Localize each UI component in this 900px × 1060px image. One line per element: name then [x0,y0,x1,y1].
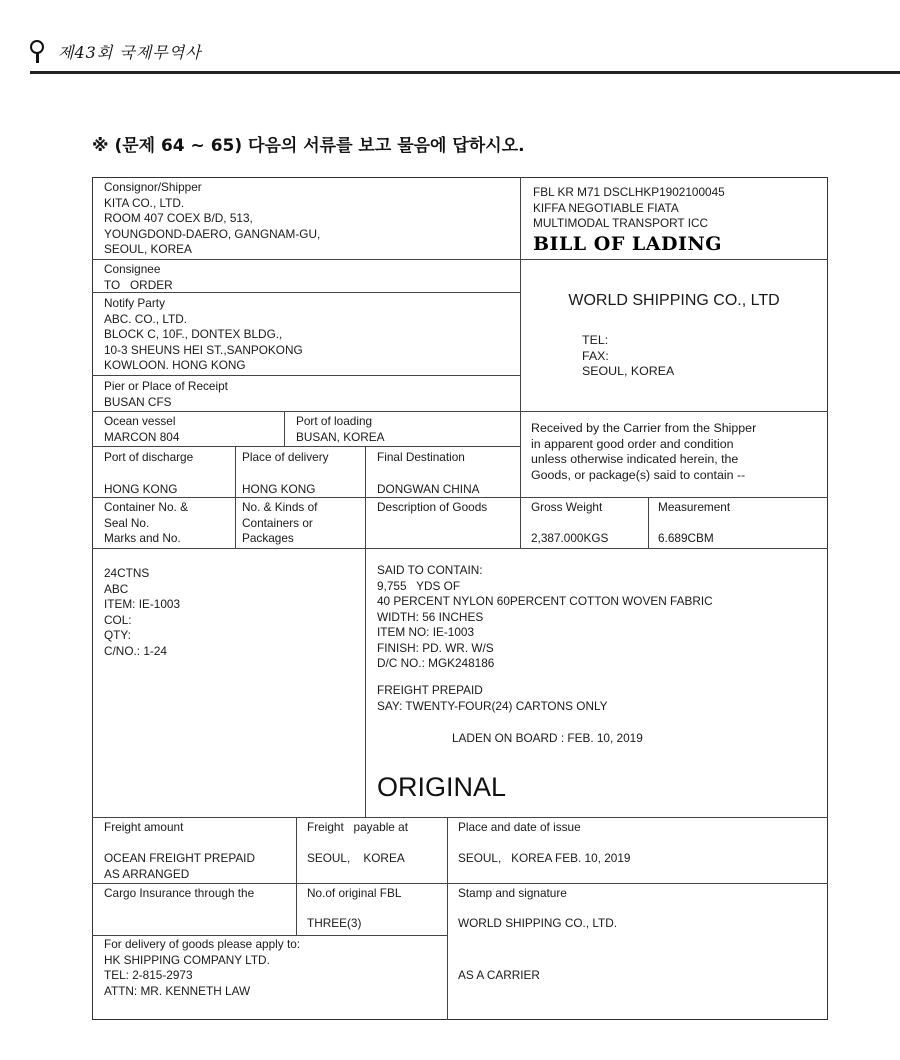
goods-line: 9,755 YDS OF [377,578,461,593]
destination-label: Final Destination [377,450,465,464]
gross-weight-header: Gross Weight [531,500,603,514]
delivery-value: HONG KONG [242,482,316,496]
shipper-line: KITA CO., LTD. [104,195,185,210]
document-title: BILL OF LADING [533,233,722,255]
header-divider [30,71,900,74]
payable-value: SEOUL, KOREA [307,851,405,865]
issue-value: SEOUL, KOREA FEB. 10, 2019 [458,851,631,865]
kinds-column-header: No. & Kinds of Containers or Packages [242,500,318,545]
shipper-line: YOUNGDOND-DAERO, GANGNAM-GU, [104,226,321,241]
vessel-label: Ocean vessel [104,414,176,428]
measurement-header: Measurement [658,500,731,514]
stamp-label: Stamp and signature [458,886,567,900]
goods-line: D/C NO.: MGK248186 [377,656,495,670]
discharge-value: HONG KONG [104,482,178,496]
goods-line: WIDTH: 56 INCHES [377,609,484,624]
doc-ref-line: MULTIMODAL TRANSPORT ICC [533,216,709,230]
receipt-label: Pier or Place of Receipt [104,379,228,393]
delivery-agent-label: For delivery of goods please apply to: [104,937,301,951]
delivery-label: Place of delivery [242,450,329,464]
rule-right-column [520,177,521,548]
rule-issue-split [447,817,448,1020]
carrier-fax: FAX: [582,348,609,363]
marks-line: ABC [104,581,129,596]
freight-amount-line: AS ARRANGED [104,866,190,881]
destination-value: DONGWAN CHINA [377,482,480,496]
rule-vessel-bottom [92,446,520,447]
shipper-line: SEOUL, KOREA [104,242,192,256]
shipper-label: Consignor/Shipper [104,180,202,194]
rule-notify-bottom [92,375,520,376]
loading-value: BUSAN, KOREA [296,429,385,444]
goods-line: FINISH: PD. WR. W/S [377,640,494,655]
location-pin-stem [36,53,39,63]
marks-line: 24CTNS [104,566,150,580]
freight-prepaid-line: FREIGHT PREPAID [377,683,483,697]
goods-line: 40 PERCENT NYLON 60PERCENT COTTON WOVEN FABRIC [377,594,713,608]
vessel-value: MARCON 804 [104,429,180,444]
shipper-line: ROOM 407 COEX B/D, 513, [104,211,253,225]
doc-ref-line: FBL KR M71 DSCLHKP1902100045 [533,185,725,199]
notify-label: Notify Party [104,296,165,310]
consignee-value: TO ORDER [104,277,173,292]
container-column-header: Container No. & Seal No. Marks and No. [104,500,188,545]
goods-line: SAID TO CONTAIN: [377,563,483,577]
stamp-role: AS A CARRIER [458,968,540,982]
laden-on-board: LADEN ON BOARD : FEB. 10, 2019 [452,731,643,745]
delivery-agent-line: TEL: 2-815-2973 [104,968,193,982]
receipt-value: BUSAN CFS [104,394,172,409]
page-header-title: 제43회 국제무역사 [58,43,202,62]
loading-label: Port of loading [296,414,373,428]
marks-line: C/NO.: 1-24 [104,643,167,658]
received-clause: Received by the Carrier from the Shipper in apparent good order and condition unless otherwise indicated herein, the Goods, or package(s) said to contain -- [531,421,757,482]
doc-ref-line: KIFFA NEGOTIABLE FIATA [533,200,679,215]
rule-shipper-bottom [92,259,828,260]
notify-line: ABC. CO., LTD. [104,311,188,326]
original-stamp: ORIGINAL [377,772,507,802]
rule-description-split [365,446,366,817]
notify-line: KOWLOON. HONG KONG [104,358,246,372]
insurance-label: Cargo Insurance through the [104,886,255,900]
rule-vessel-split [284,411,285,446]
issue-label: Place and date of issue [458,820,581,834]
payable-label: Freight payable at [307,820,408,834]
rule-payable-split [296,817,297,935]
marks-line: COL: [104,612,132,627]
stamp-company: WORLD SHIPPING CO., LTD. [458,916,618,930]
rule-insurance-bottom [92,935,447,936]
description-column-header: Description of Goods [377,500,488,514]
rule-receipt-bottom [92,411,828,412]
notify-line: BLOCK C, 10F., DONTEX BLDG., [104,327,283,341]
carrier-name: WORLD SHIPPING CO., LTD [568,292,780,309]
fbl-count-label: No.of original FBL [307,886,402,900]
delivery-agent-line: ATTN: MR. KENNETH LAW [104,983,251,998]
rule-goods-bottom [92,817,828,818]
rule-discharge-split [235,446,236,548]
marks-line: ITEM: IE-1003 [104,597,181,611]
freight-amount-label: Freight amount [104,820,184,834]
freight-prepaid-line: SAY: TWENTY-FOUR(24) CARTONS ONLY [377,698,608,713]
location-pin-icon [30,40,44,54]
delivery-agent-line: HK SHIPPING COMPANY LTD. [104,952,270,967]
rule-columns-bottom [92,548,828,549]
freight-amount-line: OCEAN FREIGHT PREPAID [104,851,255,865]
measurement-value: 6.689CBM [658,531,714,545]
discharge-label: Port of discharge [104,450,194,464]
carrier-city: SEOUL, KOREA [582,364,675,378]
fbl-count-value: THREE(3) [307,916,362,930]
marks-line: QTY: [104,628,131,642]
rule-weight-split [648,497,649,548]
goods-line: ITEM NO: IE-1003 [377,625,475,639]
consignee-label: Consignee [104,262,161,276]
notify-line: 10-3 SHEUNS HEI ST.,SANPOKONG [104,342,303,357]
rule-freight-bottom [92,883,828,884]
carrier-tel: TEL: [582,333,609,347]
question-instruction: ※ (문제 64 ~ 65) 다음의 서류를 보고 물음에 답하시오. [92,136,525,156]
gross-weight-value: 2,387.000KGS [531,531,609,545]
